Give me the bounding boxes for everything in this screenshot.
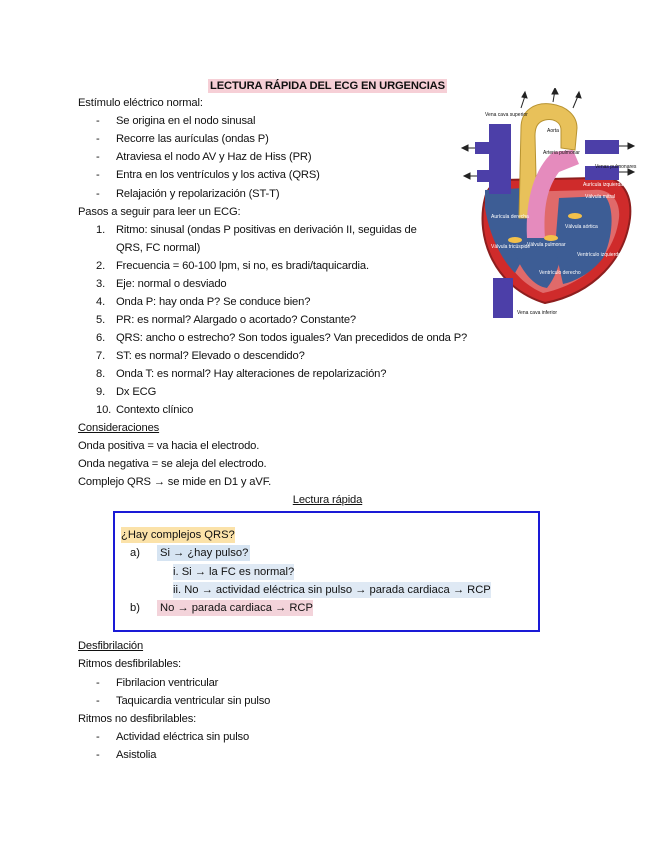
vena-cava-inferior: [493, 278, 513, 318]
bullet-dash: -: [96, 188, 100, 200]
list-item: Ritmo: sinusal (ondas P positivas en derivación II, seguidas de: [116, 224, 417, 236]
label-valvula-pulmonar: Válvula pulmonar: [527, 242, 566, 248]
list-item: QRS: ancho o estrecho? Son todos iguales? Van precedidos de onda P?: [116, 332, 468, 344]
option-a-label: a): [130, 547, 140, 559]
list-item: Recorre las aurículas (ondas P): [116, 133, 269, 145]
label-ventriculo-izq: Ventrículo izquierdo: [577, 252, 621, 258]
label-aorta: Aorta: [547, 128, 559, 134]
list-number: 1.: [96, 224, 106, 236]
list-number: 10.: [96, 404, 112, 416]
list-item: Onda T: es normal? Hay alteraciones de repolarización?: [116, 368, 387, 380]
bullet-dash: -: [96, 115, 100, 127]
label-auricula-izq: Aurícula izquierda: [583, 182, 624, 188]
list-item: Se origina en el nodo sinusal: [116, 115, 256, 127]
list-item: Atraviesa el nodo AV y Haz de Hiss (PR): [116, 151, 312, 163]
list-number: 2.: [96, 260, 106, 272]
page-title-text: LECTURA RÁPIDA DEL ECG EN URGENCIAS: [210, 80, 445, 92]
bullet-dash: -: [96, 133, 100, 145]
option-b-label: b): [130, 602, 140, 614]
consideracion-line: Onda negativa = se aleja del electrodo.: [78, 458, 267, 470]
option-a-i: i. Si → la FC es normal?: [173, 566, 295, 578]
consideracion-line: Complejo QRS → se mide en D1 y aVF.: [78, 476, 272, 488]
estimulo-heading: Estímulo eléctrico normal:: [78, 97, 203, 109]
option-b-text: No → parada cardiaca → RCP: [157, 600, 313, 616]
pasos-heading: Pasos a seguir para leer un ECG:: [78, 206, 241, 218]
bullet-dash: -: [96, 695, 100, 707]
list-number: 4.: [96, 296, 106, 308]
list-number: 3.: [96, 278, 106, 290]
list-number: 8.: [96, 368, 106, 380]
label-venas-pulmonares: Venas pulmonares: [595, 164, 637, 170]
list-item: Onda P: hay onda P? Se conduce bien?: [116, 296, 311, 308]
consideracion-line: Onda positiva = va hacia el electrodo.: [78, 440, 260, 452]
qrs-question: ¿Hay complejos QRS?: [121, 529, 235, 541]
pulmonary-vein-upper: [585, 140, 619, 154]
list-number: 7.: [96, 350, 106, 362]
consideraciones-heading: Consideraciones: [78, 422, 160, 434]
list-item: Dx ECG: [116, 386, 157, 398]
label-vena-cava-inf: Vena cava inferior: [517, 310, 558, 316]
pulmonary-artery-left: [475, 142, 495, 154]
desfibrilacion-heading: Desfibrilación: [78, 640, 144, 652]
list-item: PR: es normal? Alargado o acortado? Constante?: [116, 314, 357, 326]
list-number: 9.: [96, 386, 106, 398]
pulmonary-vein-left: [477, 170, 495, 182]
option-a-text: Si → ¿hay pulso?: [157, 545, 250, 561]
list-item: Fibrilacion ventricular: [116, 677, 219, 689]
label-vena-cava-sup: Vena cava superior: [485, 112, 528, 118]
option-a-ii: ii. No → actividad eléctrica sin pulso → parada cardiaca → RCP: [173, 584, 491, 596]
bullet-dash: -: [96, 151, 100, 163]
list-number: 5.: [96, 314, 106, 326]
label-valvula-tricuspide: Válvula tricúspide: [491, 244, 531, 250]
list-item: Relajación y repolarización (ST-T): [116, 188, 280, 200]
bullet-dash: -: [96, 749, 100, 761]
list-item: Taquicardia ventricular sin pulso: [116, 695, 271, 707]
label-valvula-aortica: Válvula aórtica: [565, 224, 598, 230]
list-item: Entra en los ventrículos y los activa (QRS): [116, 169, 320, 181]
desfibrilables-heading: Ritmos desfibrilables:: [78, 658, 182, 670]
list-item-continuation: QRS, FC normal): [116, 242, 201, 254]
heart-diagram: [455, 88, 645, 320]
label-valvula-mitral: Válvula mitral: [585, 194, 616, 200]
label-ventriculo-der: Ventrículo derecho: [539, 270, 581, 276]
list-item: Frecuencia = 60-100 lpm, si no, es bradi/taquicardia.: [116, 260, 369, 272]
bullet-dash: -: [96, 169, 100, 181]
lectura-rapida-heading: [0, 493, 655, 507]
list-number: 6.: [96, 332, 106, 344]
list-item: Contexto clínico: [116, 404, 194, 416]
bullet-dash: -: [96, 731, 100, 743]
list-item: Asistolia: [116, 749, 157, 761]
list-item: Eje: normal o desviado: [116, 278, 227, 290]
vena-cava-superior: [489, 124, 511, 194]
label-arteria-pulmonar: Arteria pulmonar: [543, 150, 580, 156]
bullet-dash: -: [96, 677, 100, 689]
no-desfibrilables-heading: Ritmos no desfibrilables:: [78, 713, 197, 725]
lectura-rapida-heading-text: Lectura rápida: [292, 494, 363, 506]
list-item: ST: es normal? Elevado o descendido?: [116, 350, 305, 362]
label-auricula-der: Aurícula derecha: [491, 214, 529, 220]
list-item: Actividad eléctrica sin pulso: [116, 731, 250, 743]
